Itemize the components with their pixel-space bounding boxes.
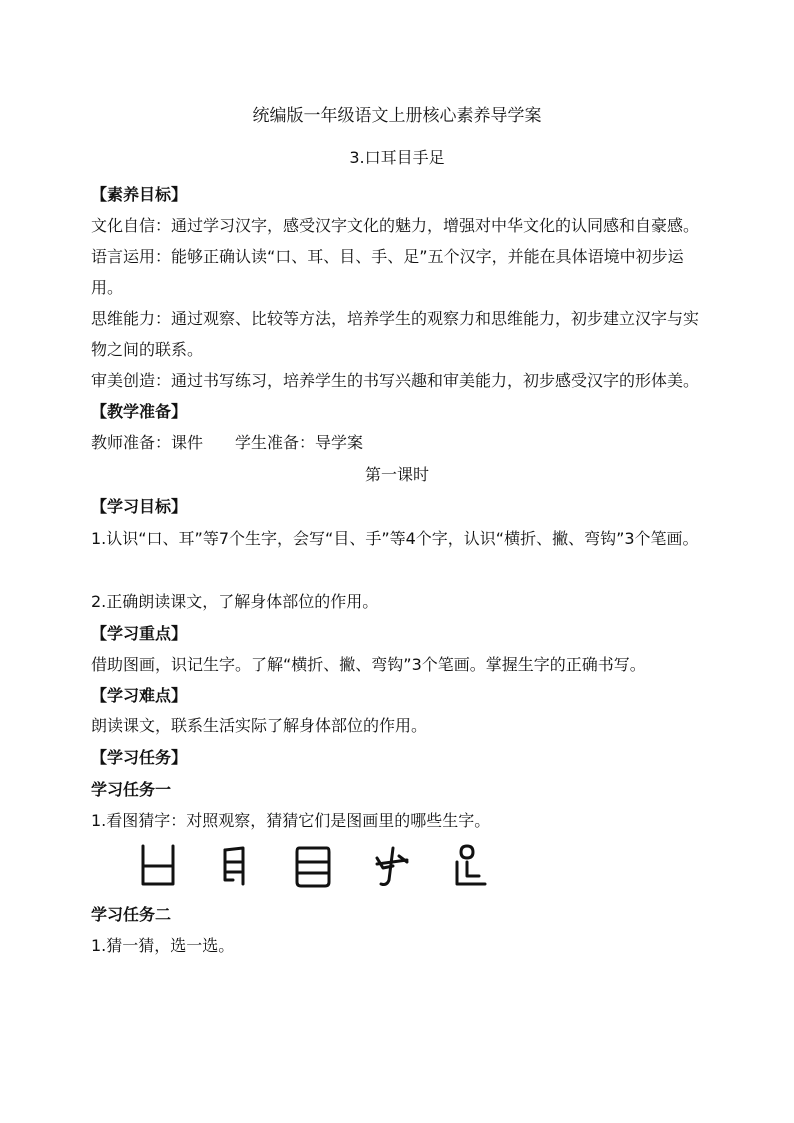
preparation-heading: 【教学准备】 — [91, 402, 188, 421]
student-preparation: 学生准备：导学案 — [235, 433, 364, 452]
task1-item: 1.看图猜字：对照观察，猜猜它们是图画里的哪些生字。 — [91, 811, 491, 830]
learning-goal-2: 2.正确朗读课文，了解身体部位的作用。 — [91, 592, 379, 611]
goal-aesthetic: 审美创造：通过书写练习，培养学生的书写兴趣和审美能力，初步感受汉字的形体美。 — [91, 371, 700, 390]
preparation-line — [91, 433, 363, 453]
task1-title: 学习任务一 — [91, 780, 172, 799]
goal-thinking: 思维能力：通过观察、比较等方法，培养学生的观察力和思维能力，初步建立汉字与实物之间的联系。 — [91, 309, 700, 359]
goal-culture: 文化自信：通过学习汉字，感受汉字文化的魅力，增强对中华文化的认同感和自豪感。 — [91, 216, 700, 235]
tasks-heading: 【学习任务】 — [91, 748, 188, 767]
lesson-title: 3.口耳目手足 — [349, 148, 445, 167]
learning-goal-1: 1.认识“口、耳”等7个生字，会写“目、手”等4个字，认识“横折、撇、弯钩”3个笔画。 — [91, 529, 699, 548]
eye-glyph-icon — [291, 840, 335, 890]
document-title: 统编版一年级语文上册核心素养导学案 — [252, 106, 542, 126]
task2-item: 1.猜一猜，选一选。 — [91, 936, 235, 955]
foot-glyph-icon — [447, 840, 491, 890]
key-points-heading: 【学习重点】 — [91, 624, 188, 643]
difficulties-text: 朗读课文，联系生活实际了解身体部位的作用。 — [91, 716, 428, 735]
period-title: 第一课时 — [364, 465, 429, 484]
teacher-preparation: 教师准备：课件 — [91, 433, 204, 452]
literacy-goals-heading: 【素养目标】 — [91, 185, 188, 204]
mouth-glyph-icon — [135, 840, 179, 890]
hand-glyph-icon — [369, 840, 413, 890]
ancient-glyphs-row — [135, 840, 495, 892]
goal-language: 语言运用：能够正确认读“口、耳、目、手、足”五个汉字，并能在具体语境中初步运用。 — [91, 247, 684, 297]
key-points-text: 借助图画，识记生字。了解“横折、撇、弯钩”3个笔画。掌握生字的正确书写。 — [91, 655, 646, 674]
task2-title: 学习任务二 — [91, 905, 172, 924]
learning-goals-heading: 【学习目标】 — [91, 497, 188, 516]
difficulties-heading: 【学习难点】 — [91, 686, 188, 705]
ear-glyph-icon — [213, 840, 257, 890]
